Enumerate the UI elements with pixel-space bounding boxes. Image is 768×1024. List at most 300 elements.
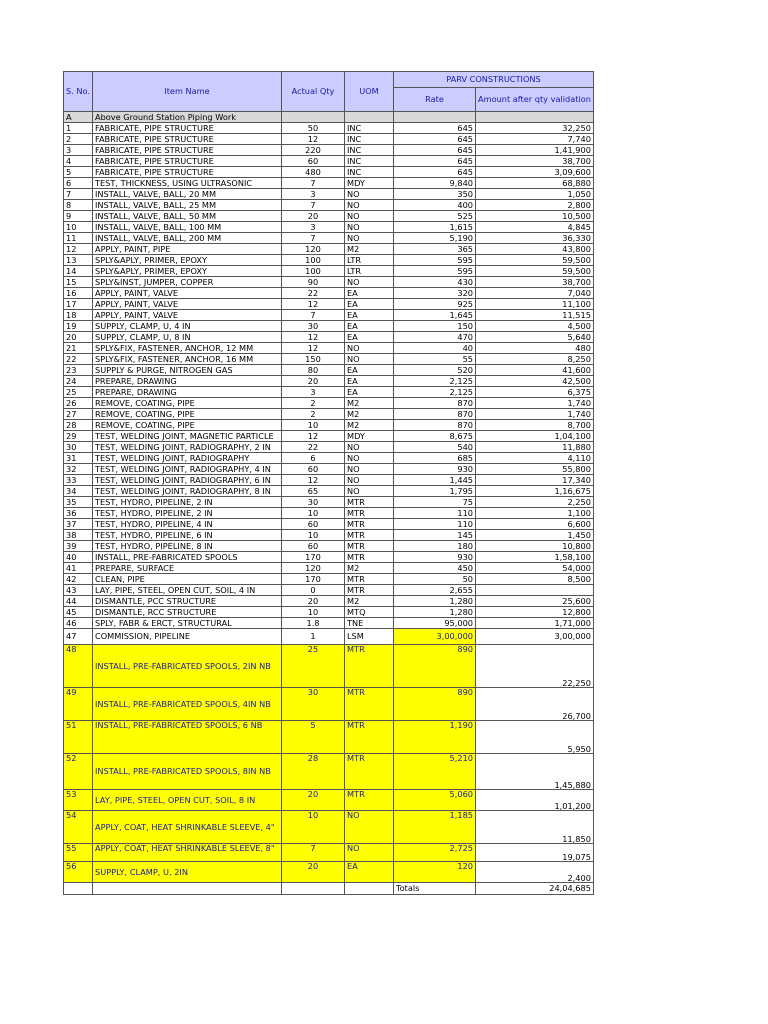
section-empty-cell (394, 112, 476, 123)
amount-cell: 1,04,100 (476, 431, 594, 442)
item-name-cell: REMOVE, COATING, PIPE (93, 420, 282, 431)
uom-cell: MTR (345, 519, 394, 530)
table-row (64, 552, 594, 563)
uom-cell: INC (345, 123, 394, 134)
sno-cell: 20 (64, 332, 93, 343)
item-name-cell: SPLY&APLY, PRIMER, EPOXY (93, 255, 282, 266)
sno-cell: 34 (64, 486, 93, 497)
qty-cell: 65 (282, 486, 345, 497)
rate-cell: 870 (394, 398, 476, 409)
rate-cell: 1,645 (394, 310, 476, 321)
amount-cell: 1,050 (476, 189, 594, 200)
rate-cell: 1,190 (394, 721, 476, 754)
highlight-row (64, 645, 594, 688)
uom-cell: NO (345, 442, 394, 453)
amount-cell: 5,950 (476, 721, 594, 754)
empty-cell (64, 883, 93, 895)
rate-header: Rate (394, 88, 476, 112)
uom-cell: MTR (345, 688, 394, 721)
empty-cell (345, 883, 394, 895)
rate-cell: 180 (394, 541, 476, 552)
qty-cell: 480 (282, 167, 345, 178)
item-name-cell: SPLY&FIX, FASTENER, ANCHOR, 16 MM (93, 354, 282, 365)
uom-cell: NO (345, 211, 394, 222)
item-name-cell: TEST, WELDING JOINT, RADIOGRAPHY (93, 453, 282, 464)
amount-cell: 1,58,100 (476, 552, 594, 563)
sno-cell: 3 (64, 145, 93, 156)
vendor-header: PARV CONSTRUCTIONS (394, 72, 594, 88)
rate-cell: 8,675 (394, 431, 476, 442)
rate-cell: 595 (394, 266, 476, 277)
item-name-cell: INSTALL, VALVE, BALL, 100 MM (93, 222, 282, 233)
item-name-header: Item Name (93, 72, 282, 112)
qty-cell: 7 (282, 200, 345, 211)
sno-cell: 40 (64, 552, 93, 563)
amount-cell: 8,700 (476, 420, 594, 431)
amount-cell: 1,740 (476, 398, 594, 409)
qty-cell: 60 (282, 464, 345, 475)
rate-cell: 3,00,000 (394, 629, 476, 645)
sno-cell: 47 (64, 629, 93, 645)
table-row (64, 442, 594, 453)
rate-cell: 645 (394, 167, 476, 178)
rate-cell: 870 (394, 420, 476, 431)
totals-value: 24,04,685 (476, 883, 594, 895)
rate-cell: 350 (394, 189, 476, 200)
table-row (64, 409, 594, 420)
table-row (64, 244, 594, 255)
qty-cell: 60 (282, 156, 345, 167)
sno-cell: 21 (64, 343, 93, 354)
uom-cell: NO (345, 343, 394, 354)
amount-cell: 12,800 (476, 607, 594, 618)
uom-cell: NO (345, 354, 394, 365)
item-name-cell: TEST, WELDING JOINT, MAGNETIC PARTICLE (93, 431, 282, 442)
qty-cell: 30 (282, 688, 345, 721)
item-name-cell: FABRICATE, PIPE STRUCTURE (93, 145, 282, 156)
table-row (64, 486, 594, 497)
qty-cell: 10 (282, 811, 345, 844)
uom-cell: MDY (345, 178, 394, 189)
table-row (64, 123, 594, 134)
uom-cell: INC (345, 145, 394, 156)
table-row (64, 585, 594, 596)
table-row (64, 222, 594, 233)
amount-cell: 1,100 (476, 508, 594, 519)
qty-cell: 7 (282, 178, 345, 189)
rate-cell: 925 (394, 299, 476, 310)
item-name-cell: COMMISSION, PIPELINE (93, 629, 282, 645)
amount-cell: 8,500 (476, 574, 594, 585)
sno-cell: 4 (64, 156, 93, 167)
rate-cell: 145 (394, 530, 476, 541)
qty-cell: 30 (282, 497, 345, 508)
uom-cell: NO (345, 233, 394, 244)
qty-cell: 12 (282, 332, 345, 343)
amount-cell: 1,01,200 (476, 790, 594, 811)
item-name-cell: SUPPLY, CLAMP, U, 2IN (93, 862, 282, 883)
amount-cell: 3,09,600 (476, 167, 594, 178)
uom-cell: NO (345, 222, 394, 233)
sno-cell: 31 (64, 453, 93, 464)
qty-cell: 22 (282, 442, 345, 453)
table-row (64, 321, 594, 332)
qty-cell: 20 (282, 862, 345, 883)
item-name-cell: FABRICATE, PIPE STRUCTURE (93, 156, 282, 167)
table-row (64, 277, 594, 288)
amount-header: Amount after qty validation (476, 88, 594, 112)
qty-cell: 7 (282, 310, 345, 321)
amount-cell: 4,110 (476, 453, 594, 464)
amount-cell: 10,500 (476, 211, 594, 222)
amount-cell: 41,600 (476, 365, 594, 376)
sno-cell: 13 (64, 255, 93, 266)
item-name-cell: DISMANTLE, RCC STRUCTURE (93, 607, 282, 618)
amount-cell: 36,330 (476, 233, 594, 244)
table-row (64, 200, 594, 211)
table-row (64, 398, 594, 409)
rate-cell: 1,280 (394, 607, 476, 618)
amount-cell: 26,700 (476, 688, 594, 721)
sno-cell: 53 (64, 790, 93, 811)
sno-cell: 14 (64, 266, 93, 277)
item-name-cell: TEST, HYDRO, PIPELINE, 8 IN (93, 541, 282, 552)
highlight-row (64, 688, 594, 721)
table-row (64, 365, 594, 376)
rate-cell: 2,655 (394, 585, 476, 596)
table-row (64, 343, 594, 354)
rate-cell: 5,190 (394, 233, 476, 244)
item-name-cell: PREPARE, DRAWING (93, 376, 282, 387)
item-name-cell: DISMANTLE, PCC STRUCTURE (93, 596, 282, 607)
section-empty-cell (282, 112, 345, 123)
table-row (64, 508, 594, 519)
amount-cell: 32,250 (476, 123, 594, 134)
item-name-cell: SPLY&INST, JUMPER, COPPER (93, 277, 282, 288)
uom-cell: NO (345, 844, 394, 862)
table-row (64, 266, 594, 277)
amount-cell: 38,700 (476, 156, 594, 167)
rate-cell: 870 (394, 409, 476, 420)
item-name-cell: INSTALL, PRE-FABRICATED SPOOLS, 6 NB (93, 721, 282, 754)
qty-cell: 20 (282, 376, 345, 387)
item-name-cell: REMOVE, COATING, PIPE (93, 409, 282, 420)
item-name-cell: APPLY, COAT, HEAT SHRINKABLE SLEEVE, 4" (93, 811, 282, 844)
empty-cell (282, 883, 345, 895)
item-name-cell: INSTALL, VALVE, BALL, 200 MM (93, 233, 282, 244)
amount-cell: 3,00,000 (476, 629, 594, 645)
sno-cell: 51 (64, 721, 93, 754)
item-name-cell: FABRICATE, PIPE STRUCTURE (93, 134, 282, 145)
table-row (64, 255, 594, 266)
sno-cell: 43 (64, 585, 93, 596)
item-name-cell: TEST, WELDING JOINT, RADIOGRAPHY, 6 IN (93, 475, 282, 486)
table-row (64, 189, 594, 200)
qty-cell: 50 (282, 123, 345, 134)
highlight-row (64, 811, 594, 844)
rate-cell: 645 (394, 123, 476, 134)
sno-cell: 56 (64, 862, 93, 883)
amount-cell: 22,250 (476, 645, 594, 688)
rate-cell: 55 (394, 354, 476, 365)
uom-cell: NO (345, 189, 394, 200)
amount-cell: 42,500 (476, 376, 594, 387)
uom-cell: MTR (345, 530, 394, 541)
amount-cell: 2,250 (476, 497, 594, 508)
sno-cell: 6 (64, 178, 93, 189)
item-name-cell: TEST, THICKNESS, USING ULTRASONIC (93, 178, 282, 189)
uom-cell: MTR (345, 541, 394, 552)
rate-cell: 645 (394, 145, 476, 156)
uom-cell: LTR (345, 266, 394, 277)
rate-cell: 645 (394, 156, 476, 167)
amount-cell: 59,500 (476, 255, 594, 266)
qty-cell: 60 (282, 541, 345, 552)
table-row (64, 464, 594, 475)
table-row (64, 541, 594, 552)
qty-cell: 10 (282, 607, 345, 618)
amount-cell: 4,845 (476, 222, 594, 233)
rate-cell: 1,615 (394, 222, 476, 233)
table-row (64, 629, 594, 645)
amount-cell: 19,075 (476, 844, 594, 862)
uom-cell: EA (345, 332, 394, 343)
uom-cell: EA (345, 387, 394, 398)
uom-cell: M2 (345, 409, 394, 420)
qty-cell: 100 (282, 255, 345, 266)
item-name-cell: SPLY, FABR & ERCT, STRUCTURAL (93, 618, 282, 629)
table-row (64, 563, 594, 574)
table-row (64, 299, 594, 310)
item-name-cell: APPLY, COAT, HEAT SHRINKABLE SLEEVE, 8" (93, 844, 282, 862)
qty-cell: 2 (282, 409, 345, 420)
qty-cell: 12 (282, 431, 345, 442)
uom-cell: NO (345, 453, 394, 464)
sno-cell: 27 (64, 409, 93, 420)
uom-cell: TNE (345, 618, 394, 629)
uom-cell: MTR (345, 754, 394, 790)
amount-cell (476, 585, 594, 596)
table-row (64, 574, 594, 585)
qty-cell: 10 (282, 508, 345, 519)
amount-cell: 4,500 (476, 321, 594, 332)
qty-cell: 2 (282, 398, 345, 409)
item-name-cell: INSTALL, PRE-FABRICATED SPOOLS (93, 552, 282, 563)
rate-cell: 2,125 (394, 376, 476, 387)
amount-cell: 43,800 (476, 244, 594, 255)
amount-cell: 8,250 (476, 354, 594, 365)
rate-cell: 540 (394, 442, 476, 453)
rate-cell: 110 (394, 519, 476, 530)
highlight-row (64, 754, 594, 790)
amount-cell: 1,16,675 (476, 486, 594, 497)
sno-cell: 42 (64, 574, 93, 585)
qty-cell: 1.8 (282, 618, 345, 629)
sno-cell: 41 (64, 563, 93, 574)
amount-cell: 25,600 (476, 596, 594, 607)
table-row (64, 530, 594, 541)
sno-cell: 17 (64, 299, 93, 310)
qty-cell: 30 (282, 321, 345, 332)
amount-cell: 5,640 (476, 332, 594, 343)
qty-cell: 1 (282, 629, 345, 645)
amount-cell: 11,515 (476, 310, 594, 321)
qty-cell: 0 (282, 585, 345, 596)
rate-cell: 685 (394, 453, 476, 464)
sno-cell: 37 (64, 519, 93, 530)
rate-cell: 150 (394, 321, 476, 332)
sno-cell: 39 (64, 541, 93, 552)
uom-cell: NO (345, 811, 394, 844)
rate-cell: 9,840 (394, 178, 476, 189)
amount-cell: 11,880 (476, 442, 594, 453)
sno-cell: 8 (64, 200, 93, 211)
item-name-cell: INSTALL, PRE-FABRICATED SPOOLS, 4IN NB (93, 688, 282, 721)
item-name-cell: TEST, HYDRO, PIPELINE, 4 IN (93, 519, 282, 530)
sno-cell: 38 (64, 530, 93, 541)
item-name-cell: INSTALL, PRE-FABRICATED SPOOLS, 8IN NB (93, 754, 282, 790)
qty-cell: 3 (282, 387, 345, 398)
uom-cell: MTR (345, 721, 394, 754)
table-row (64, 607, 594, 618)
table-row (64, 387, 594, 398)
uom-cell: EA (345, 288, 394, 299)
sno-cell: 30 (64, 442, 93, 453)
table-row (64, 310, 594, 321)
section-empty-cell (345, 112, 394, 123)
item-name-cell: PREPARE, DRAWING (93, 387, 282, 398)
rate-cell: 595 (394, 255, 476, 266)
sno-cell: 9 (64, 211, 93, 222)
amount-cell: 55,800 (476, 464, 594, 475)
rate-cell: 365 (394, 244, 476, 255)
section-row (64, 112, 594, 123)
rate-cell: 40 (394, 343, 476, 354)
sno-cell: 23 (64, 365, 93, 376)
amount-cell: 7,040 (476, 288, 594, 299)
item-name-cell: SUPPLY & PURGE, NITROGEN GAS (93, 365, 282, 376)
totals-label: Totals (394, 883, 476, 895)
uom-cell: M2 (345, 563, 394, 574)
uom-cell: MTR (345, 508, 394, 519)
qty-cell: 150 (282, 354, 345, 365)
sno-cell: 22 (64, 354, 93, 365)
rate-cell: 930 (394, 552, 476, 563)
qty-cell: 10 (282, 530, 345, 541)
uom-cell: M2 (345, 596, 394, 607)
item-name-cell: APPLY, PAINT, VALVE (93, 310, 282, 321)
section-title: Above Ground Station Piping Work (93, 112, 282, 123)
table-row (64, 156, 594, 167)
qty-cell: 12 (282, 343, 345, 354)
item-name-cell: LAY, PIPE, STEEL, OPEN CUT, SOIL, 4 IN (93, 585, 282, 596)
sno-cell: 32 (64, 464, 93, 475)
sno-cell: 54 (64, 811, 93, 844)
amount-cell: 11,850 (476, 811, 594, 844)
sno-cell: 36 (64, 508, 93, 519)
sno-cell: 18 (64, 310, 93, 321)
item-name-cell: PREPARE, SURFACE (93, 563, 282, 574)
qty-cell: 100 (282, 266, 345, 277)
amount-cell: 59,500 (476, 266, 594, 277)
sno-cell: 35 (64, 497, 93, 508)
table-row (64, 288, 594, 299)
rate-cell: 1,280 (394, 596, 476, 607)
amount-cell: 480 (476, 343, 594, 354)
qty-cell: 7 (282, 233, 345, 244)
qty-cell: 20 (282, 211, 345, 222)
table-row (64, 596, 594, 607)
sno-cell: 55 (64, 844, 93, 862)
qty-cell: 60 (282, 519, 345, 530)
uom-cell: LTR (345, 255, 394, 266)
uom-cell: NO (345, 464, 394, 475)
uom-cell: NO (345, 475, 394, 486)
amount-cell: 1,45,880 (476, 754, 594, 790)
rate-cell: 2,125 (394, 387, 476, 398)
cost-validation-table (63, 71, 594, 895)
item-name-cell: SUPPLY, CLAMP, U, 4 IN (93, 321, 282, 332)
table-row (64, 134, 594, 145)
item-name-cell: LAY, PIPE, STEEL, OPEN CUT, SOIL, 8 IN (93, 790, 282, 811)
uom-cell: MTR (345, 552, 394, 563)
rate-cell: 1,445 (394, 475, 476, 486)
uom-cell: INC (345, 156, 394, 167)
amount-cell: 2,800 (476, 200, 594, 211)
amount-cell: 1,740 (476, 409, 594, 420)
qty-cell: 90 (282, 277, 345, 288)
item-name-cell: REMOVE, COATING, PIPE (93, 398, 282, 409)
item-name-cell: APPLY, PAINT, VALVE (93, 288, 282, 299)
sno-cell: 16 (64, 288, 93, 299)
rate-cell: 470 (394, 332, 476, 343)
uom-cell: M2 (345, 244, 394, 255)
uom-cell: M2 (345, 420, 394, 431)
table-row (64, 618, 594, 629)
sno-cell: 1 (64, 123, 93, 134)
qty-cell: 80 (282, 365, 345, 376)
sno-cell: 48 (64, 645, 93, 688)
uom-header: UOM (345, 72, 394, 112)
uom-cell: EA (345, 862, 394, 883)
uom-cell: MTQ (345, 607, 394, 618)
table-row (64, 167, 594, 178)
sno-cell: 25 (64, 387, 93, 398)
rate-cell: 5,210 (394, 754, 476, 790)
table-row (64, 211, 594, 222)
sno-cell: 19 (64, 321, 93, 332)
qty-cell: 170 (282, 552, 345, 563)
rate-cell: 75 (394, 497, 476, 508)
amount-cell: 1,71,000 (476, 618, 594, 629)
totals-row (64, 883, 594, 895)
amount-cell: 2,400 (476, 862, 594, 883)
item-name-cell: SPLY&FIX, FASTENER, ANCHOR, 12 MM (93, 343, 282, 354)
item-name-cell: TEST, WELDING JOINT, RADIOGRAPHY, 8 IN (93, 486, 282, 497)
item-name-cell: APPLY, PAINT, VALVE (93, 299, 282, 310)
uom-cell: EA (345, 376, 394, 387)
uom-cell: NO (345, 486, 394, 497)
sno-cell: 45 (64, 607, 93, 618)
uom-cell: MTR (345, 790, 394, 811)
highlight-row (64, 790, 594, 811)
rate-cell: 50 (394, 574, 476, 585)
amount-cell: 1,450 (476, 530, 594, 541)
qty-cell: 120 (282, 244, 345, 255)
rate-cell: 890 (394, 688, 476, 721)
uom-cell: NO (345, 200, 394, 211)
sno-cell: 15 (64, 277, 93, 288)
